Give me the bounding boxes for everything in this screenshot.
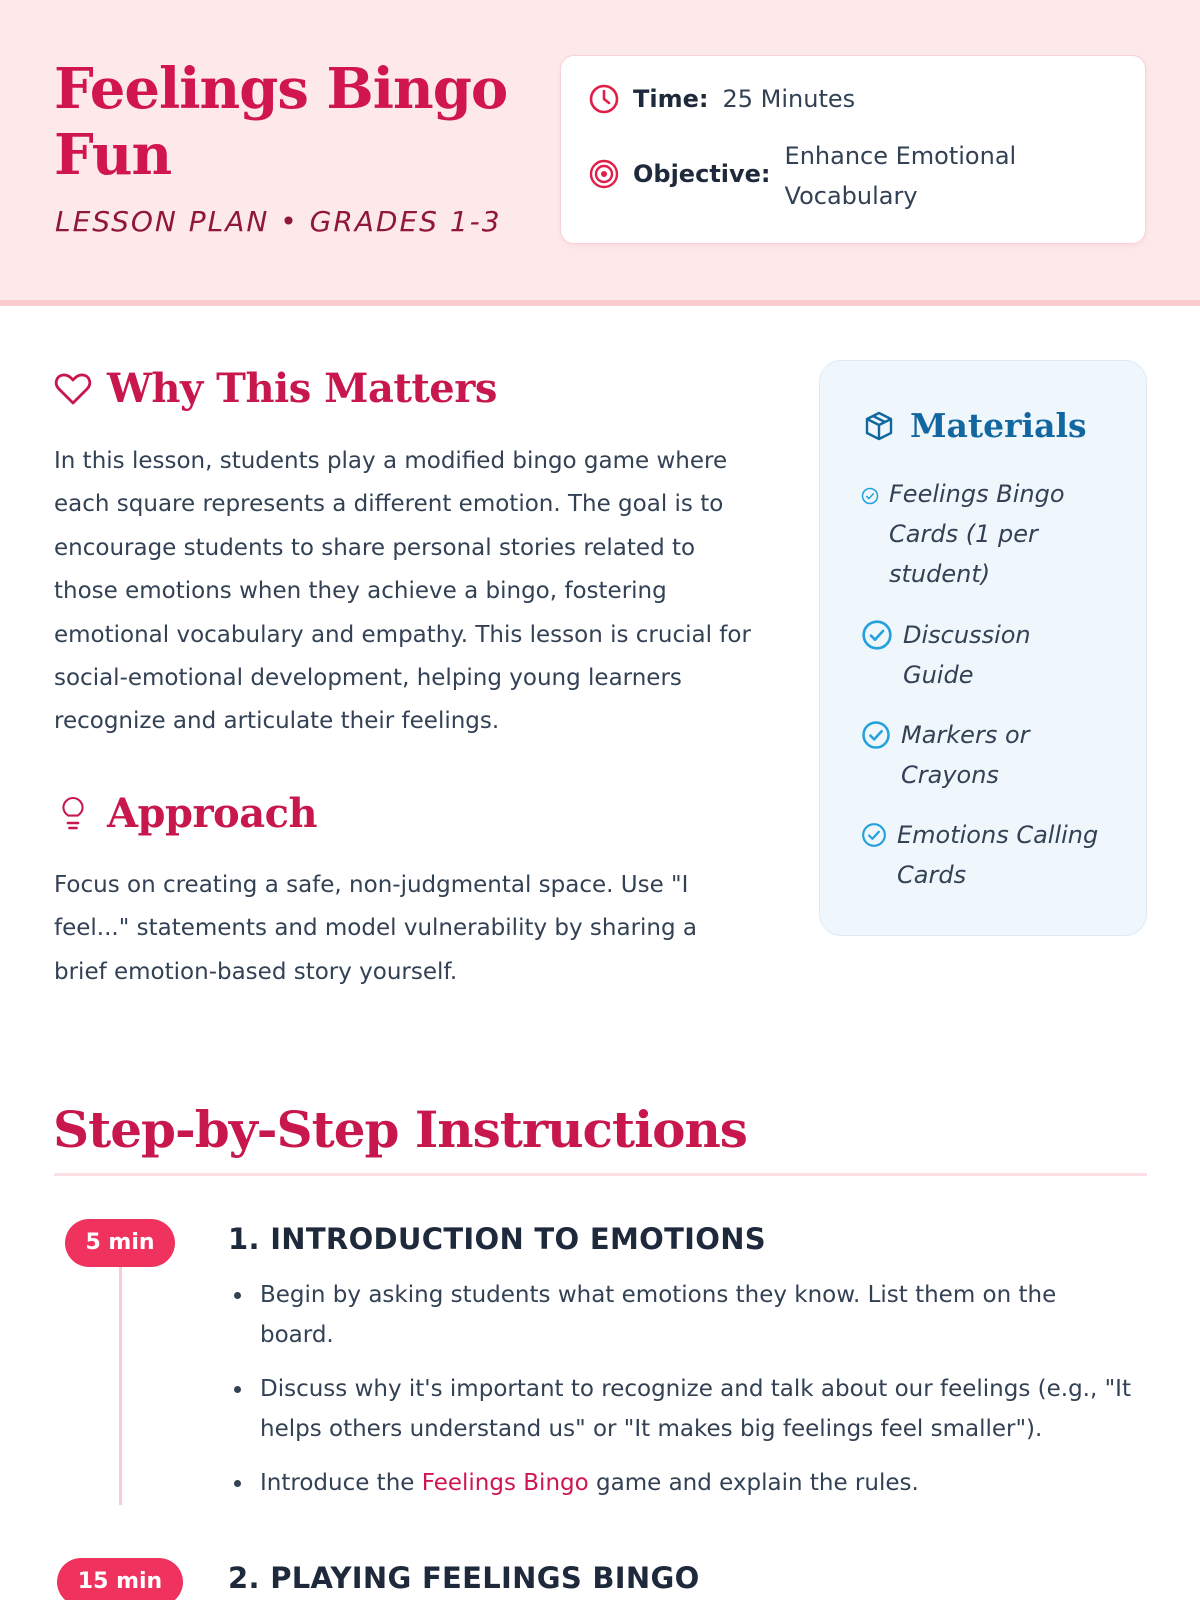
lightbulb-icon bbox=[53, 794, 93, 834]
clock-icon bbox=[587, 82, 621, 116]
step-bullet-list bbox=[232, 1275, 1132, 1517]
objective-label: Objective: bbox=[633, 160, 771, 188]
approach-section-heading bbox=[53, 790, 317, 837]
why-paragraph: In this lesson, students play a modified bingo game where each square represents a different emotion. The goal is to encourage students to share personal stories related to those emotions when they achieve a bingo, fostering emotional vocabulary and empathy. This lesson is crucial for social-emotional development, helping young learners recognize and articulate their feelings. bbox=[54, 448, 751, 735]
time-value: 25 Minutes bbox=[722, 85, 856, 113]
time-row bbox=[587, 79, 855, 119]
bullet-text: game and explain the rules. bbox=[588, 1470, 919, 1496]
materials-list-item bbox=[861, 474, 1089, 594]
material-label: Markers or Crayons bbox=[901, 721, 1030, 789]
materials-heading bbox=[862, 406, 1087, 445]
step-title: 2. PLAYING FEELINGS BINGO bbox=[228, 1561, 700, 1595]
page-subtitle: LESSON PLAN • GRADES 1-3 bbox=[55, 205, 502, 238]
step-duration-badge: 5 min bbox=[65, 1219, 175, 1267]
check-circle-icon bbox=[861, 822, 887, 848]
lesson-header bbox=[0, 0, 1200, 306]
bullet-text: Introduce the bbox=[260, 1470, 422, 1496]
lesson-info-card bbox=[560, 55, 1146, 244]
step-bullet: Begin by asking students what emotions they know. List them on the board. bbox=[232, 1275, 1132, 1355]
material-label: Discussion Guide bbox=[903, 621, 1031, 689]
steps-title: Step-by-Step Instructions bbox=[53, 1100, 747, 1159]
page-title: Feelings Bingo Fun bbox=[54, 56, 508, 188]
check-circle-icon bbox=[861, 619, 893, 651]
material-label: Emotions Calling Cards bbox=[897, 821, 1099, 889]
step-title: 1. INTRODUCTION TO EMOTIONS bbox=[228, 1222, 766, 1256]
time-label: Time: bbox=[633, 85, 709, 113]
steps-divider bbox=[54, 1173, 1147, 1176]
check-circle-icon bbox=[861, 720, 891, 750]
game-name-highlight: Feelings Bingo bbox=[421, 1470, 589, 1496]
objective-value: Enhance Emotional Vocabulary bbox=[784, 142, 1017, 210]
materials-list-item bbox=[861, 815, 1117, 895]
approach-title: Approach bbox=[107, 790, 318, 837]
box-icon bbox=[862, 409, 896, 443]
materials-list-item bbox=[861, 715, 1071, 795]
why-section-heading bbox=[53, 365, 497, 412]
check-circle-icon bbox=[861, 487, 879, 505]
material-label: Feelings Bingo Cards (1 per student) bbox=[889, 480, 1065, 588]
timeline-line bbox=[119, 1250, 122, 1505]
objective-row bbox=[587, 136, 1045, 216]
why-title: Why This Matters bbox=[107, 365, 497, 412]
step-bullet: Discuss why it's important to recognize and talk about our feelings (e.g., "It helps others understand us" or "It makes big feelings feel smaller"). bbox=[232, 1369, 1132, 1449]
step-bullet bbox=[232, 1463, 1132, 1503]
materials-list-item bbox=[861, 615, 1073, 695]
target-icon bbox=[587, 157, 621, 191]
materials-title: Materials bbox=[910, 406, 1087, 445]
heart-icon bbox=[53, 369, 93, 409]
step-duration-badge: 15 min bbox=[57, 1558, 183, 1600]
approach-paragraph: Focus on creating a safe, non-judgmental space. Use "I feel..." statements and model vulnerability by sharing a brief emotion-based story yourself. bbox=[54, 872, 698, 985]
